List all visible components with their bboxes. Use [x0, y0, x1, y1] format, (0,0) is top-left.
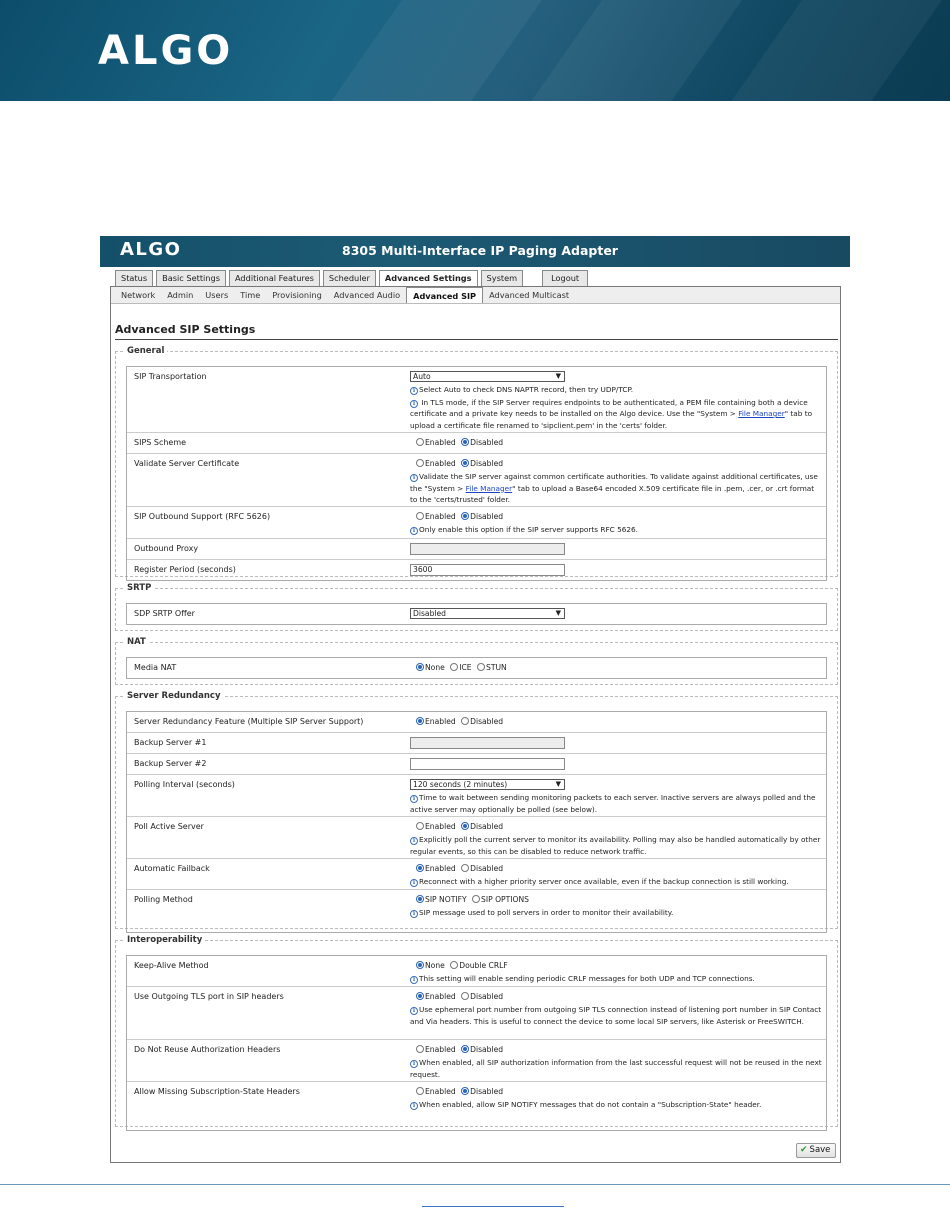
info-icon: i	[410, 527, 418, 535]
poll-active-enabled-radio[interactable]	[416, 822, 424, 830]
document-logo: ALGO	[98, 28, 234, 74]
help-text	[410, 907, 828, 919]
poll-active-label: Poll Active Server	[134, 822, 204, 831]
section-legend: NAT	[127, 637, 146, 647]
document-banner	[0, 0, 950, 101]
polling-method-label: Polling Method	[134, 895, 193, 904]
help-line: SIP message used to poll servers in order to monitor their availability.	[419, 908, 674, 917]
subtab-users[interactable]: Users	[205, 290, 229, 300]
radio-label: Enabled	[425, 822, 456, 831]
sdp-srtp-offer-label: SDP SRTP Offer	[134, 609, 195, 618]
main-tabs	[115, 270, 588, 286]
radio-label: None	[425, 663, 445, 672]
validate-enabled-radio[interactable]	[416, 459, 424, 467]
general-section	[115, 347, 838, 577]
info-icon: i	[410, 474, 418, 482]
tab-system[interactable]: System	[481, 270, 524, 286]
tab-status[interactable]: Status	[115, 270, 153, 286]
tab-basic-settings[interactable]: Basic Settings	[156, 270, 226, 286]
radio-label: Disabled	[470, 864, 504, 873]
backup-server-1-row	[127, 733, 826, 754]
radio-label: Enabled	[425, 864, 456, 873]
interop-rows	[126, 955, 827, 1131]
info-icon: i	[410, 976, 418, 984]
poll-active-disabled-radio[interactable]	[461, 822, 469, 830]
subtab-admin[interactable]: Admin	[167, 290, 194, 300]
nat-rows	[126, 657, 827, 679]
help-line: This setting will enable sending periodic CRLF messages for both UDP and TCP connections.	[419, 974, 755, 983]
radio-label: Enabled	[425, 1087, 456, 1096]
help-text	[410, 876, 822, 888]
app-title: 8305 Multi-Interface IP Paging Adapter	[342, 243, 618, 258]
info-icon: i	[410, 1102, 418, 1110]
polling-interval-select[interactable]	[410, 779, 565, 790]
poll-active-row	[127, 817, 826, 859]
info-icon: i	[410, 1060, 418, 1068]
tls-port-label: Use Outgoing TLS port in SIP headers	[134, 992, 284, 1001]
help-line: " tab to upload a certificate file renamed to 'sipclient.pem' in the 'certs' folder.	[410, 409, 813, 430]
chevron-down-icon: ▼	[555, 372, 561, 380]
radio-label: Disabled	[470, 512, 504, 521]
file-manager-link[interactable]: File Manager	[738, 409, 785, 418]
sub-tabs	[111, 287, 840, 304]
backup-server-2-label: Backup Server #2	[134, 759, 207, 768]
subtab-time[interactable]: Time	[240, 290, 261, 300]
check-icon: ✔	[800, 1145, 808, 1155]
subtab-advanced-multicast[interactable]: Advanced Multicast	[489, 290, 570, 300]
radio-label: Enabled	[425, 992, 456, 1001]
help-text	[410, 524, 828, 536]
general-rows	[126, 366, 827, 581]
selected-value: Auto	[413, 372, 431, 381]
save-button[interactable]	[796, 1143, 836, 1158]
sdp-srtp-offer-row	[127, 604, 826, 624]
radio-label: Double CRLF	[459, 961, 508, 970]
subtab-network[interactable]: Network	[121, 290, 156, 300]
keepalive-crlf-radio[interactable]	[450, 961, 458, 969]
backup-server-2-input[interactable]	[410, 758, 565, 770]
help-line: Reconnect with a higher priority server once available, even if the backup connection is still working.	[419, 877, 789, 886]
polling-interval-row	[127, 775, 826, 817]
help-line: When enabled, all SIP authorization information from the last successful request will not be reused in the next request.	[410, 1058, 822, 1079]
banner-decoration	[490, 0, 770, 101]
help-line: Validate the SIP server against common certificate authorities. To validate against additional certificates, use the "System >	[410, 472, 818, 493]
sip-transportation-select[interactable]	[410, 371, 565, 382]
register-period-label: Register Period (seconds)	[134, 565, 236, 574]
help-text	[410, 1099, 822, 1111]
radio-label: Disabled	[470, 438, 504, 447]
info-icon: i	[410, 837, 418, 845]
validate-cert-label: Validate Server Certificate	[134, 459, 240, 468]
register-period-input[interactable]: 3600	[410, 564, 565, 576]
banner-decoration	[290, 0, 570, 101]
help-line: When enabled, allow SIP NOTIFY messages that do not contain a "Subscription-State" header.	[419, 1100, 762, 1109]
media-nat-row	[127, 658, 826, 678]
no-reuse-auth-label: Do Not Reuse Authorization Headers	[134, 1045, 281, 1054]
help-line: " tab to upload a Base64 encoded X.509 certificate file in .pem, .cer, or .crt format to the 'certs/trusted' folder.	[410, 483, 815, 504]
radio-label: Disabled	[470, 1087, 504, 1096]
radio-label: Disabled	[470, 822, 504, 831]
nat-section	[115, 638, 838, 685]
sip-transportation-label: SIP Transportation	[134, 372, 207, 381]
sips-scheme-row	[127, 433, 826, 454]
help-line: In TLS mode, if the SIP Server requires endpoints to be authenticated, a PEM file containing both a device certificate and a private key needs to be installed on the Algo device. Use the "System >	[410, 397, 808, 418]
keepalive-label: Keep-Alive Method	[134, 961, 209, 970]
outbound-disabled-radio[interactable]	[461, 512, 469, 520]
help-text	[410, 384, 822, 396]
section-legend: SRTP	[127, 583, 152, 593]
polling-method-row	[127, 890, 826, 933]
radio-label: STUN	[486, 663, 507, 672]
nat-none-radio[interactable]	[416, 663, 424, 671]
failback-enabled-radio[interactable]	[416, 864, 424, 872]
validate-disabled-radio[interactable]	[461, 459, 469, 467]
sdp-srtp-offer-select[interactable]	[410, 608, 565, 619]
tab-advanced-settings[interactable]: Advanced Settings	[379, 270, 478, 286]
page-title: Advanced SIP Settings	[115, 323, 838, 340]
help-line: Time to wait between sending monitoring packets to each server. Inactive servers are always polled and the active server may optionally be polled (see below).	[410, 793, 816, 814]
app-window	[100, 236, 850, 1164]
radio-label: ICE	[459, 663, 472, 672]
missing-sub-disabled-radio[interactable]	[461, 1087, 469, 1095]
help-text	[410, 1004, 822, 1027]
help-text	[410, 397, 822, 432]
save-label: Save	[809, 1145, 831, 1155]
radio-label: Enabled	[425, 459, 456, 468]
no-reuse-auth-row	[127, 1040, 826, 1082]
help-line: Select Auto to check DNS NAPTR record, then try UDP/TCP.	[419, 385, 634, 394]
chevron-down-icon: ▼	[555, 609, 561, 617]
keepalive-row	[127, 956, 826, 987]
register-period-row	[127, 560, 826, 581]
radio-label: SIP NOTIFY	[425, 895, 467, 904]
outbound-proxy-label: Outbound Proxy	[134, 544, 199, 553]
radio-label: Enabled	[425, 438, 456, 447]
tls-port-row	[127, 987, 826, 1040]
sips-enabled-radio[interactable]	[416, 438, 424, 446]
info-icon: i	[410, 879, 418, 887]
missing-sub-enabled-radio[interactable]	[416, 1087, 424, 1095]
sips-scheme-label: SIPS Scheme	[134, 438, 187, 447]
outbound-support-row	[127, 507, 826, 539]
file-manager-link[interactable]: File Manager	[465, 483, 513, 493]
outbound-enabled-radio[interactable]	[416, 512, 424, 520]
tab-additional-features[interactable]: Additional Features	[229, 270, 320, 286]
automatic-failback-label: Automatic Failback	[134, 864, 210, 873]
info-icon: i	[410, 387, 418, 395]
radio-label: Disabled	[470, 717, 504, 726]
tab-scheduler[interactable]: Scheduler	[323, 270, 376, 286]
polling-interval-label: Polling Interval (seconds)	[134, 780, 235, 789]
srtp-section	[115, 584, 838, 631]
redundancy-disabled-radio[interactable]	[461, 717, 469, 725]
redundancy-feature-label: Server Redundancy Feature (Multiple SIP Server Support)	[134, 717, 364, 726]
outbound-proxy-row	[127, 539, 826, 560]
redundancy-enabled-radio[interactable]	[416, 717, 424, 725]
missing-sub-state-label: Allow Missing Subscription-State Headers	[134, 1087, 300, 1096]
radio-label: Enabled	[425, 512, 456, 521]
validate-cert-row	[127, 454, 826, 507]
section-legend: Server Redundancy	[127, 691, 221, 701]
radio-label: SIP OPTIONS	[481, 895, 529, 904]
no-reuse-enabled-radio[interactable]	[416, 1045, 424, 1053]
app-logo: ALGO	[120, 239, 182, 260]
footer-divider	[0, 1184, 950, 1185]
server-redundancy-section	[115, 692, 838, 929]
help-text	[410, 471, 822, 506]
info-icon: i	[410, 400, 418, 408]
chevron-down-icon: ▼	[555, 780, 561, 788]
app-header	[100, 236, 850, 267]
subtab-advanced-audio[interactable]: Advanced Audio	[333, 290, 401, 300]
section-legend: General	[127, 346, 165, 356]
subtab-provisioning[interactable]: Provisioning	[272, 290, 322, 300]
keepalive-none-radio[interactable]	[416, 961, 424, 969]
redundancy-feature-row	[127, 712, 826, 733]
selected-value: 120 seconds (2 minutes)	[413, 780, 508, 789]
interoperability-section	[115, 936, 838, 1127]
nat-ice-radio[interactable]	[450, 663, 458, 671]
backup-server-1-input[interactable]	[410, 737, 565, 749]
help-line: Use ephemeral port number from outgoing SIP TLS connection instead of listening port number in SIP Contact and Via headers. This is useful to connect the device to some local SIP servers, like Asterisk or FreeSWITCH.	[410, 1005, 822, 1026]
sips-disabled-radio[interactable]	[461, 438, 469, 446]
redundancy-rows	[126, 711, 827, 933]
subtab-advanced-sip[interactable]: Advanced SIP	[406, 287, 483, 303]
radio-label: Enabled	[425, 1045, 456, 1054]
footer-link-underline	[422, 1206, 564, 1207]
info-icon: i	[410, 795, 418, 803]
failback-disabled-radio[interactable]	[461, 864, 469, 872]
backup-server-1-label: Backup Server #1	[134, 738, 207, 747]
radio-label: Enabled	[425, 717, 456, 726]
help-line: Explicitly poll the current server to monitor its availability. Polling may also be handled automatically by other regular events, so this can be disabled to reduce network traffic.	[410, 835, 821, 856]
automatic-failback-row	[127, 859, 826, 890]
no-reuse-disabled-radio[interactable]	[461, 1045, 469, 1053]
help-text	[410, 973, 822, 985]
nat-stun-radio[interactable]	[477, 663, 485, 671]
help-line: Only enable this option if the SIP server supports RFC 5626.	[419, 525, 638, 534]
sip-options-radio[interactable]	[472, 895, 480, 903]
help-text	[410, 1057, 822, 1080]
info-icon: i	[410, 1007, 418, 1015]
section-legend: Interoperability	[127, 935, 203, 945]
sip-transportation-row	[127, 367, 826, 433]
radio-label: Disabled	[470, 459, 504, 468]
tls-port-enabled-radio[interactable]	[416, 992, 424, 1000]
radio-label: Disabled	[470, 1045, 504, 1054]
tab-logout[interactable]: Logout	[542, 270, 588, 286]
missing-sub-state-row	[127, 1082, 826, 1131]
radio-label: Disabled	[470, 992, 504, 1001]
help-text	[410, 792, 822, 815]
selected-value: Disabled	[413, 609, 446, 618]
info-icon: i	[410, 910, 418, 918]
outbound-support-label: SIP Outbound Support (RFC 5626)	[134, 512, 271, 521]
media-nat-label: Media NAT	[134, 663, 177, 672]
content-frame	[110, 286, 841, 1163]
tls-port-disabled-radio[interactable]	[461, 992, 469, 1000]
sip-notify-radio[interactable]	[416, 895, 424, 903]
radio-label: None	[425, 961, 445, 970]
outbound-proxy-input[interactable]	[410, 543, 565, 555]
srtp-rows	[126, 603, 827, 625]
backup-server-2-row	[127, 754, 826, 775]
help-text	[410, 834, 822, 857]
